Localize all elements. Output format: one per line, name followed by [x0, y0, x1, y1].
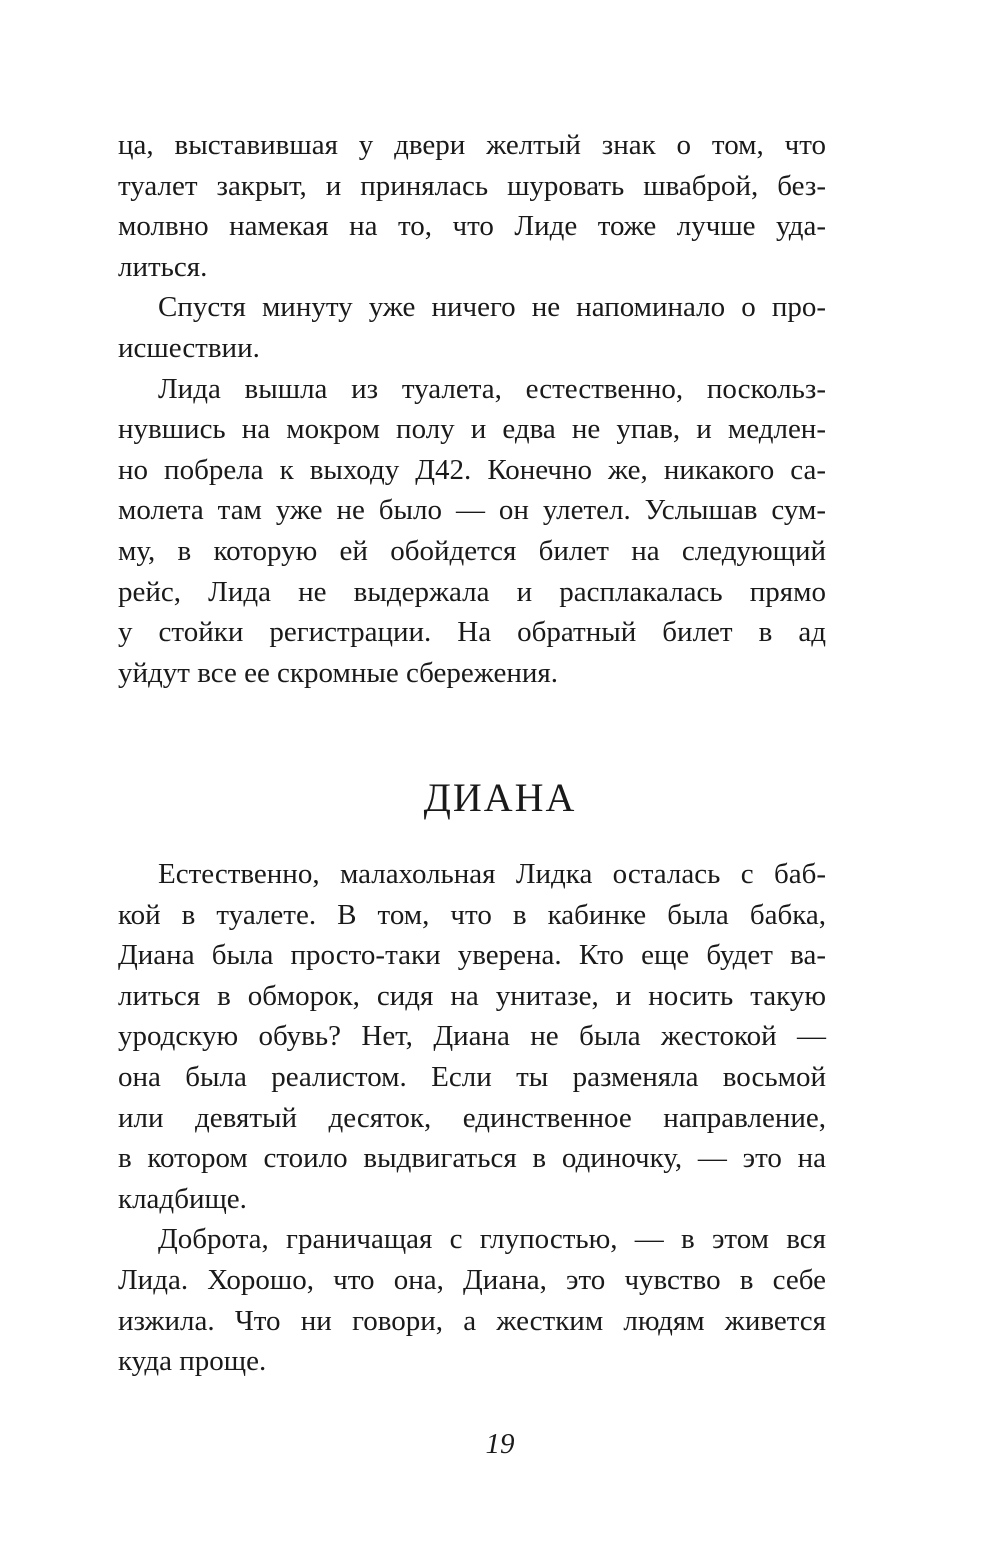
- text-line: Лида. Хорошо, что она, Диана, это чувство в себе: [118, 1263, 826, 1296]
- paragraph: [118, 125, 826, 287]
- text-line: уйдут все ее скромные сбережения.: [118, 656, 558, 689]
- text-line: Лида вышла из туалета, естественно, поскольз-: [158, 372, 826, 405]
- text-line: в котором стоило выдвигаться в одиночку, — это на: [118, 1142, 826, 1175]
- text-line: молвно намекая на то, что Лиде тоже лучше уда-: [118, 210, 826, 243]
- text-line: исшествии.: [118, 331, 260, 364]
- text-line: литься.: [118, 250, 208, 283]
- text-line: туалет закрыт, и принялась шуровать шваброй, без-: [118, 169, 826, 202]
- text-line: изжила. Что ни говори, а жестким людям живется: [118, 1304, 826, 1337]
- text-line: Спустя минуту уже ничего не напоминало о про-: [158, 291, 826, 324]
- text-line: Диана была просто-таки уверена. Кто еще будет ва-: [118, 939, 826, 972]
- text-line: куда проще.: [118, 1345, 267, 1378]
- paragraph: [118, 287, 826, 368]
- text-block-bottom: [118, 854, 826, 1382]
- text-line: у стойки регистрации. На обратный билет в ад: [118, 616, 826, 649]
- paragraph: [118, 369, 826, 694]
- text-line: но побрела к выходу Д42. Конечно же, никакого са-: [118, 453, 826, 486]
- text-line: или девятый десяток, единственное направление,: [118, 1101, 826, 1134]
- paragraph: [118, 854, 826, 1219]
- text-line: она была реалистом. Если ты разменяла восьмой: [118, 1060, 826, 1093]
- text-line: уродскую обувь? Нет, Диана не была жестокой —: [118, 1020, 826, 1053]
- page-number: 19: [485, 1428, 515, 1460]
- paragraph: [118, 1219, 826, 1381]
- text-line: рейс, Лида не выдержала и расплакалась прямо: [118, 575, 826, 608]
- text-line: ца, выставившая у двери желтый знак о том, что: [118, 129, 826, 161]
- chapter-title: ДИАНА: [423, 775, 577, 820]
- text-line: Естественно, малахольная Лидка осталась с баб-: [158, 858, 826, 890]
- text-line: литься в обморок, сидя на унитазе, и носить такую: [118, 979, 826, 1012]
- text-line: му, в которую ей обойдется билет на следующий: [118, 534, 826, 567]
- text-block-top: [118, 125, 826, 693]
- text-line: молета там уже не было — он улетел. Услышав сум-: [118, 494, 826, 527]
- text-line: Доброта, граничащая с глупостью, — в этом вся: [158, 1223, 826, 1256]
- text-line: нувшись на мокром полу и едва не упав, и медлен-: [118, 413, 826, 446]
- text-line: кладбище.: [118, 1182, 247, 1215]
- text-line: кой в туалете. В том, что в кабинке была бабка,: [118, 898, 826, 931]
